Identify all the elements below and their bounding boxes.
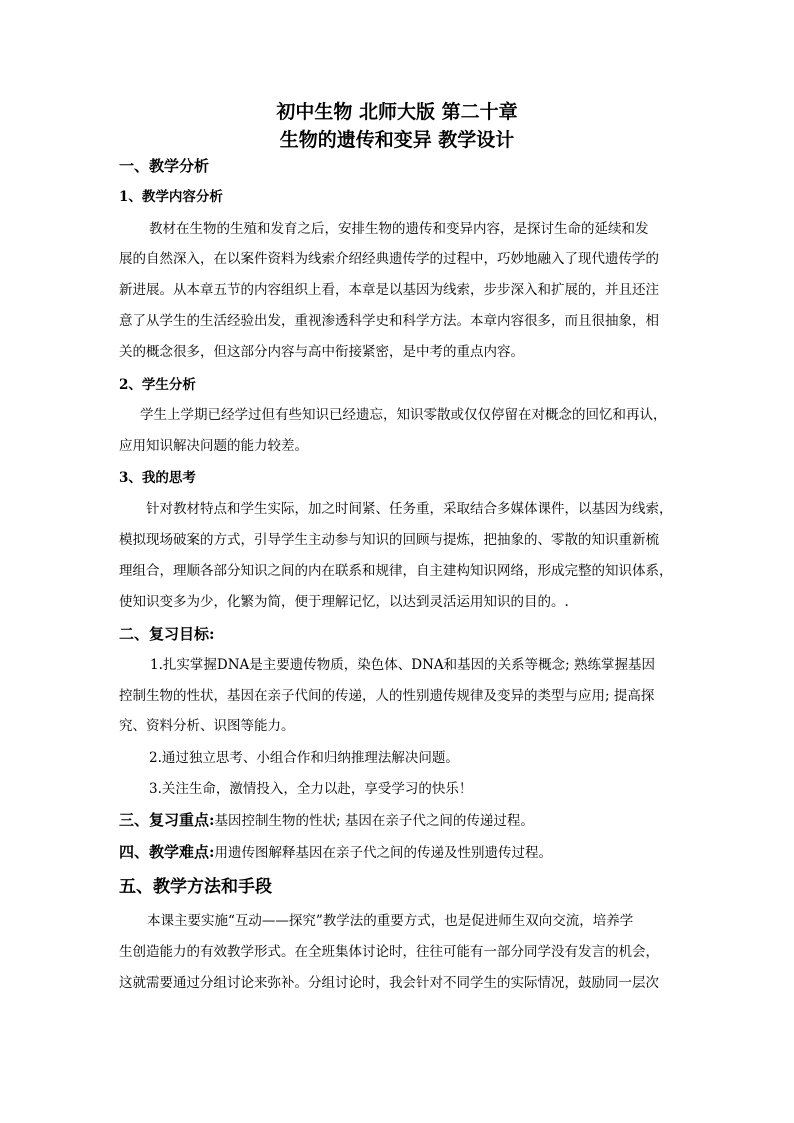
paragraph-line: 1.扎实掌握DNA是主要遗传物质，染色体、DNA和基因的关系等概念; 熟练掌握基因 — [150, 657, 655, 673]
paragraph-line: 关的概念很多，但这部分内容与高中衔接紧密，是中考的重点内容。 — [119, 344, 524, 360]
paragraph-line: 究、资料分析、识图等能力。 — [119, 718, 295, 734]
section-3-text: 基因控制生物的性状; 基因在亲子代之间的传递过程。 — [214, 813, 534, 829]
paragraph-line: 展的自然深入，在以案件资料为线索介绍经典遗传学的过程中，巧妙地融入了现代遗传学的 — [119, 251, 659, 267]
paragraph-line: 学生上学期已经学过但有些知识已经遗忘，知识零散或仅仅停留在对概念的回忆和再认， — [140, 407, 667, 423]
paragraph-line: 教材在生物的生殖和发育之后，安排生物的遗传和变异内容，是探讨生命的延续和发 — [149, 221, 649, 237]
paragraph-line: 这就需要通过分组讨论来弥补。分组讨论时，我会针对不同学生的实际情况，鼓励同一层次 — [119, 975, 659, 991]
objective-item-2: 2.通过独立思考、小组合作和归纳推理法解决问题。 — [149, 750, 459, 766]
section-2-heading: 二、复习目标: — [119, 625, 215, 643]
paragraph-line: 意了从学生的生活经验出发，重视渗透科学史和科学方法。本章内容很多，而且很抽象，相 — [119, 313, 659, 329]
objective-item-3: 3.关注生命，激情投入，全力以赴，享受学习的快乐！ — [149, 781, 473, 797]
document-title-line-2: 生物的遗传和变异 教学设计 — [279, 129, 515, 151]
paragraph-line: 针对教材特点和学生实际，加之时间紧、任务重，采取结合多媒体课件，以基因为线索， — [146, 501, 673, 517]
section-3-line — [119, 810, 681, 830]
section-3-heading: 三、复习重点: — [119, 811, 215, 829]
paragraph-line: 生创造能力的有效教学形式。在全班集体讨论时，往往可能有一部分同学没有发言的机会， — [119, 944, 659, 960]
subsection-3-heading: 3、我的思考 — [119, 470, 196, 486]
subsection-2-heading: 2、学生分析 — [119, 377, 196, 393]
paragraph-line: 应用知识解决问题的能力较差。 — [119, 438, 308, 454]
section-5-heading: 五、教学方法和手段 — [119, 877, 272, 897]
paragraph-line: 理组合，理顺各部分知识之间的内在联系和规律，自主建构知识网络，形成完整的知识体系， — [119, 563, 673, 579]
paragraph-line: 新进展。从本章五节的内容组织上看，本章是以基因为线索，步步深入和扩展的，并且还注 — [119, 282, 659, 298]
document-title-line-1: 初中生物 北师大版 第二十章 — [276, 101, 518, 123]
section-4-heading: 四、教学难点: — [119, 843, 215, 861]
paragraph-line: 本课主要实施“互动——探究”教学法的重要方式，也是促进师生双向交流，培养学 — [147, 913, 634, 929]
section-4-line — [119, 842, 681, 862]
section-1-heading: 一、教学分析 — [119, 157, 210, 175]
paragraph-line: 模拟现场破案的方式，引导学生主动参与知识的回顾与提炼，把抽象的、零散的知识重新梳 — [119, 532, 659, 548]
section-4-text: 用遗传图解释基因在亲子代之间的传递及性别遗传过程。 — [214, 845, 553, 861]
paragraph-line: 使知识变多为少，化繁为简，便于理解记忆，以达到灵活运用知识的目的。. — [119, 594, 569, 610]
paragraph-line: 控制生物的性状，基因在亲子代间的传递，人的性别遗传规律及变异的类型与应用; 提高探 — [119, 688, 655, 704]
subsection-1-heading: 1、教学内容分析 — [119, 189, 223, 205]
